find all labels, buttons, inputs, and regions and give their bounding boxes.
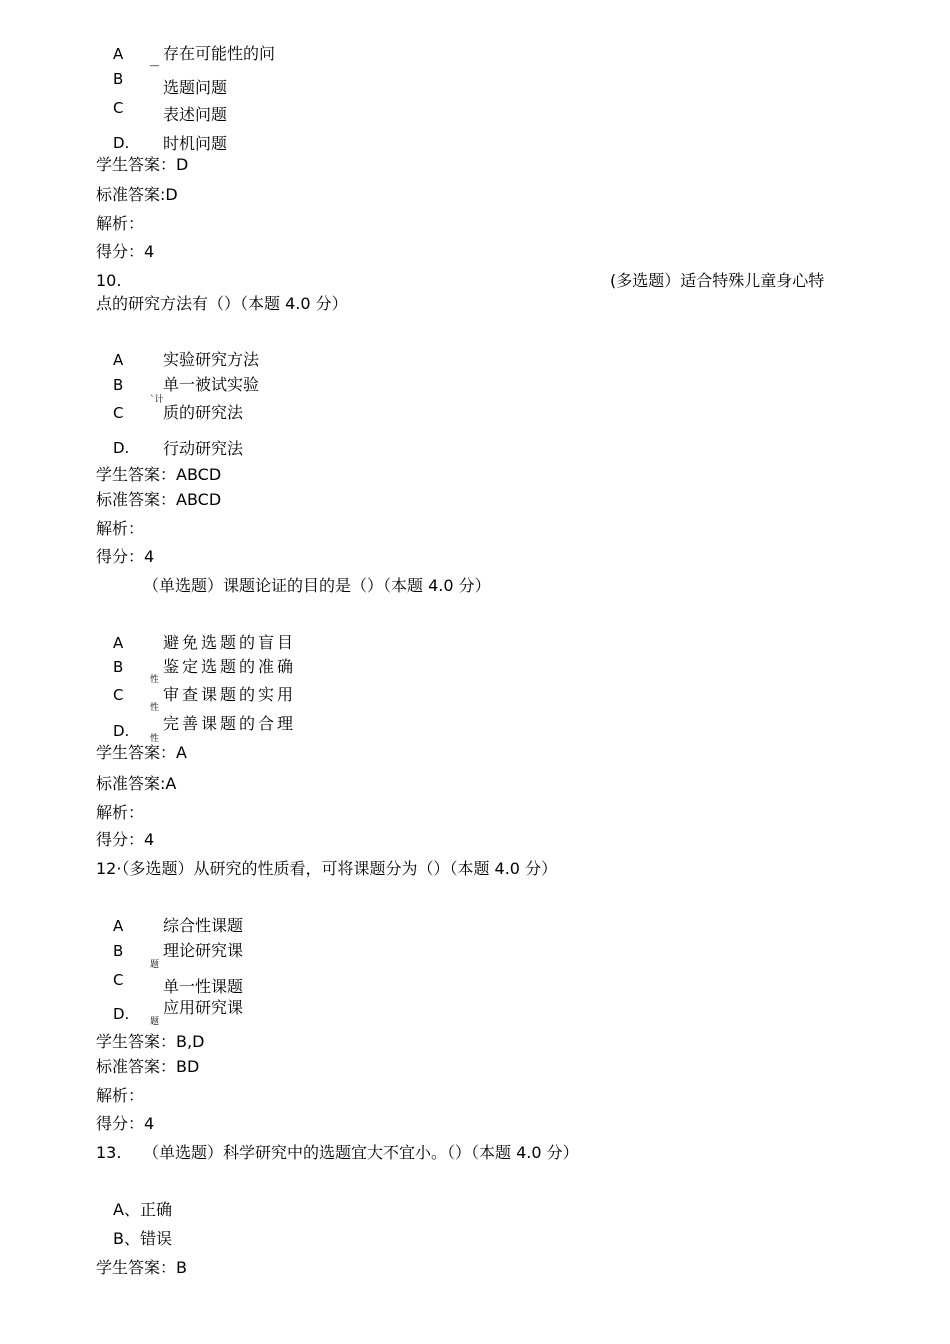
option-text: 表述问题 [163,105,228,124]
option-text: 完善课题的合理 [163,714,297,733]
text-fragment: `计 [150,395,164,405]
option-text: 质的研究法 [163,403,244,422]
option-letter: B [113,658,124,676]
text-fragment: 性 [150,703,160,713]
question-number: 13. [96,1143,122,1162]
standard-answer: 标准答案：ABCD [96,490,222,509]
question-number: 10. [96,271,122,290]
student-answer: 学生答案：A [96,743,187,762]
text-fragment: 题 [150,960,160,970]
option-letter: B [113,942,124,960]
option-text: 行动研究法 [163,439,244,458]
option-text: 避免选题的盲目 [163,633,297,652]
option-text: 选题问题 [163,78,228,97]
option-letter: D. [113,134,130,152]
option-text: 时机问题 [163,134,228,153]
student-answer: 学生答案：ABCD [96,465,222,484]
option-letter: D. [113,1005,130,1023]
standard-answer: 标准答案:A [96,774,177,793]
option-text: 综合性课题 [163,916,244,935]
option-text: B、错误 [113,1229,172,1248]
option-letter: A [113,45,124,63]
question-title: 12·（多选题）从研究的性质看，可将课题分为（）（本题 4.0 分） [96,859,558,878]
analysis-label: 解析： [96,214,145,233]
text-fragment: 题 [150,1017,160,1027]
option-text: 单一被试实验 [163,375,260,394]
option-text: 理论研究课 [163,941,244,960]
option-letter: C [113,971,124,989]
option-text: 单一性课题 [163,977,244,996]
option-text: 存在可能性的问 [163,44,276,63]
option-letter: B [113,70,124,88]
option-letter: B [113,376,124,394]
student-answer: 学生答案：B,D [96,1032,205,1051]
option-letter: A [113,917,124,935]
student-answer: 学生答案：D [96,155,189,174]
question-title-continued: 点的研究方法有（）（本题 4.0 分） [96,294,348,313]
option-text: 审查课题的实用 [163,685,297,704]
standard-answer: 标准答案:D [96,185,178,204]
student-answer: 学生答案：B [96,1258,187,1277]
text-fragment: 性 [150,675,160,685]
analysis-label: 解析： [96,803,145,822]
analysis-label: 解析： [96,1086,145,1105]
option-letter: D. [113,722,130,740]
analysis-label: 解析： [96,519,145,538]
text-fragment: 性 [150,734,160,744]
option-letter: C [113,99,124,117]
text-fragment: __ [150,57,159,67]
option-text: 应用研究课 [163,998,244,1017]
question-title: （单选题）科学研究中的选题宜大不宜小。（）（本题 4.0 分） [143,1143,579,1162]
option-letter: C [113,404,124,422]
score: 得分：4 [96,1114,155,1133]
option-text: A、正确 [113,1200,172,1219]
score: 得分：4 [96,242,155,261]
standard-answer: 标准答案：BD [96,1057,200,1076]
score: 得分：4 [96,547,155,566]
question-title: （单选题）课题论证的目的是（）（本题 4.0 分） [143,576,491,595]
option-text: 鉴定选题的准确 [163,657,297,676]
option-letter: A [113,351,124,369]
option-letter: D. [113,439,130,457]
option-text: 实验研究方法 [163,350,260,369]
option-letter: A [113,634,124,652]
question-title: (多选题）适合特殊儿童身心特 [610,271,825,290]
score: 得分：4 [96,830,155,849]
option-letter: C [113,686,124,704]
